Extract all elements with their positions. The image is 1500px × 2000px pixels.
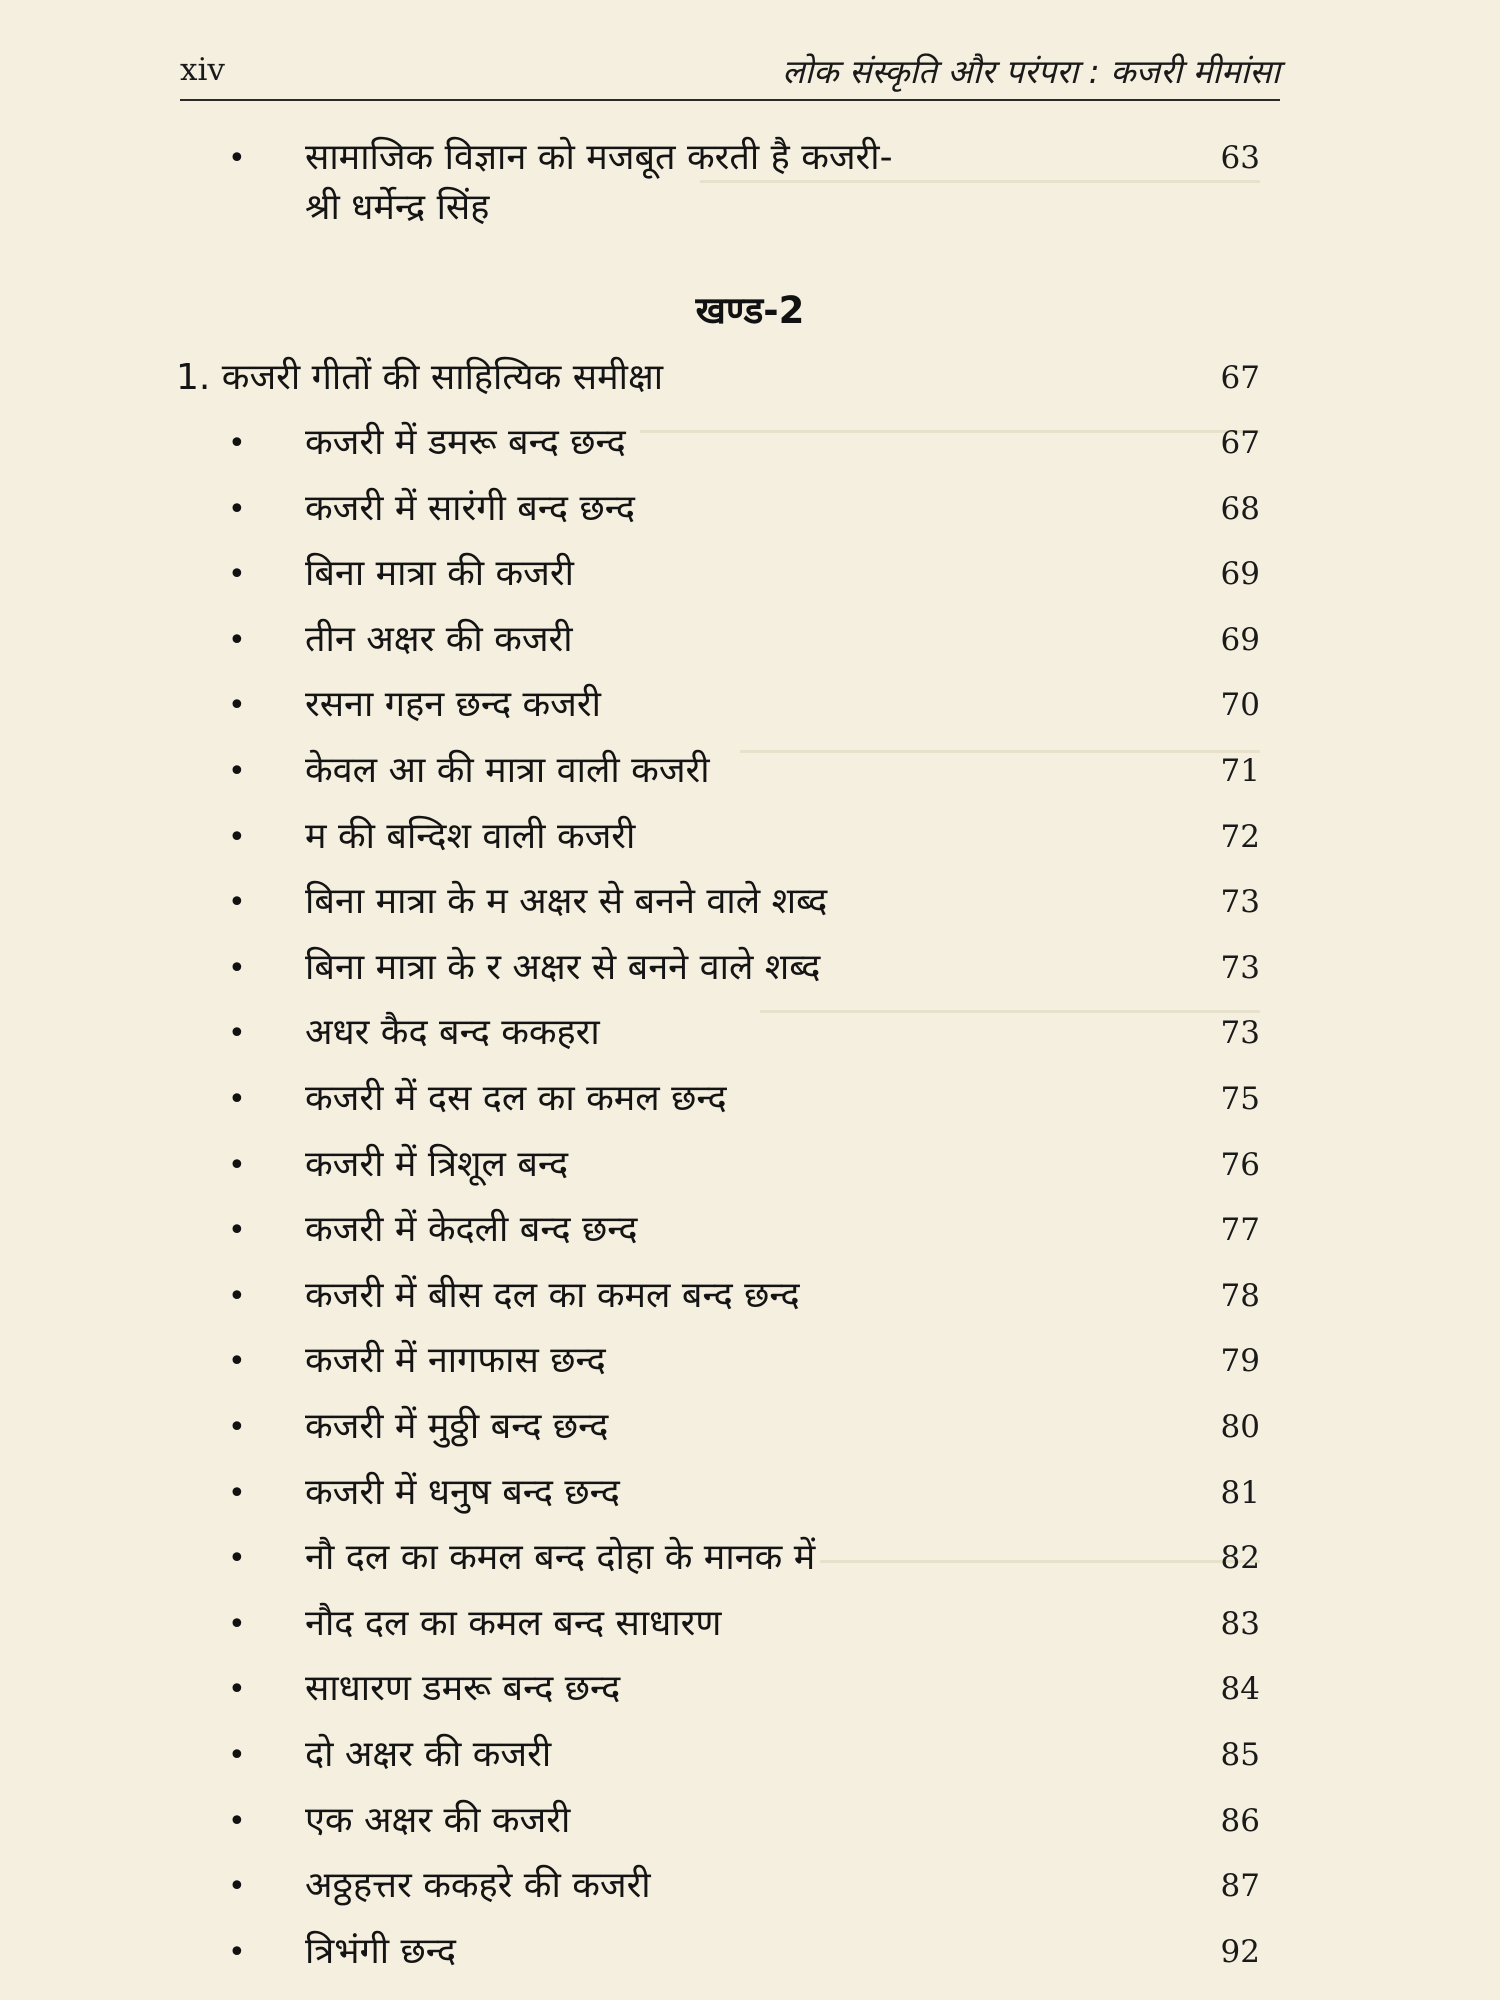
toc-entry — [0, 748, 1500, 808]
toc-page-number: 79 — [1220, 1343, 1260, 1379]
toc-page-number: 69 — [1220, 556, 1260, 592]
toc-entry-text: अधर कैद बन्द ककहरा — [305, 1012, 600, 1053]
bullet-icon: • — [228, 141, 246, 176]
toc-entry-text: कजरी में बीस दल का कमल बन्द छन्द — [305, 1275, 800, 1316]
toc-entry-text: नौ दल का कमल बन्द दोहा के मानक में — [305, 1537, 816, 1578]
toc-page-number: 83 — [1220, 1606, 1260, 1642]
toc-entry-text: कजरी में दस दल का कमल छन्द — [305, 1078, 727, 1119]
toc-entry — [0, 1863, 1500, 1923]
bullet-icon: • — [228, 1279, 246, 1314]
toc-entry — [0, 1142, 1500, 1202]
toc-entry-text: कजरी में त्रिशूल बन्द — [305, 1144, 569, 1185]
page-folio: xiv — [180, 52, 225, 88]
bullet-icon: • — [228, 426, 246, 461]
toc-entry-text: रसना गहन छन्द कजरी — [305, 684, 601, 725]
toc-entry-text: त्रिभंगी छन्द — [305, 1931, 457, 1972]
toc-entry — [0, 1338, 1500, 1398]
toc-entry — [0, 1666, 1500, 1726]
toc-entry-intro — [0, 135, 1500, 245]
bullet-icon: • — [228, 1607, 246, 1642]
toc-entry-text: म की बन्दिश वाली कजरी — [305, 816, 636, 857]
toc-page-number: 70 — [1220, 687, 1260, 723]
toc-entry — [0, 879, 1500, 939]
page-header — [180, 48, 1280, 96]
toc-entry — [0, 617, 1500, 677]
header-rule — [180, 99, 1280, 101]
toc-page-number: 86 — [1220, 1803, 1260, 1839]
bullet-icon: • — [228, 1213, 246, 1248]
toc-entry — [0, 1601, 1500, 1661]
toc-page-number: 73 — [1220, 884, 1260, 920]
toc-page-number: 85 — [1220, 1737, 1260, 1773]
toc-entry-text: अठ्ठहत्तर ककहरे की कजरी — [305, 1865, 651, 1906]
toc-page-number: 63 — [1220, 140, 1260, 176]
toc-entry — [0, 682, 1500, 742]
bullet-icon: • — [228, 1410, 246, 1445]
toc-page-number: 75 — [1220, 1081, 1260, 1117]
toc-page-number: 67 — [1220, 360, 1260, 396]
bullet-icon: • — [228, 754, 246, 789]
toc-entry — [0, 1470, 1500, 1530]
toc-entry-text: तीन अक्षर की कजरी — [305, 619, 573, 660]
toc-entry-text: साधारण डमरू बन्द छन्द — [305, 1668, 621, 1709]
toc-entry-text: केवल आ की मात्रा वाली कजरी — [305, 750, 710, 791]
toc-entry-text: कजरी में धनुष बन्द छन्द — [305, 1472, 620, 1513]
toc-entry-text: बिना मात्रा के र अक्षर से बनने वाले शब्द — [305, 947, 821, 988]
toc-page-number: 67 — [1220, 425, 1260, 461]
section-heading: खण्ड-2 — [695, 289, 805, 332]
toc-page-number: 73 — [1220, 950, 1260, 986]
bullet-icon: • — [228, 1935, 246, 1970]
toc-entry — [0, 814, 1500, 874]
bullet-icon: • — [228, 951, 246, 986]
toc-entry — [0, 420, 1500, 480]
toc-entry-text: बिना मात्रा के म अक्षर से बनने वाले शब्द — [305, 881, 828, 922]
bullet-icon: • — [228, 557, 246, 592]
toc-entry — [0, 1273, 1500, 1333]
toc-page-number: 92 — [1220, 1934, 1260, 1970]
toc-entry-text: कजरी में सारंगी बन्द छन्द — [305, 488, 635, 529]
bullet-icon: • — [228, 1344, 246, 1379]
toc-page-number: 82 — [1220, 1540, 1260, 1576]
toc-entry-text: कजरी में मुठ्ठी बन्द छन्द — [305, 1406, 609, 1447]
bullet-icon: • — [228, 1476, 246, 1511]
toc-entry-text: एक अक्षर की कजरी — [305, 1800, 571, 1841]
toc-page-number: 68 — [1220, 491, 1260, 527]
toc-entry — [0, 1076, 1500, 1136]
toc-entry — [0, 551, 1500, 611]
bullet-icon: • — [228, 1738, 246, 1773]
toc-page-number: 76 — [1220, 1147, 1260, 1183]
toc-entry — [0, 1535, 1500, 1595]
toc-page-number: 87 — [1220, 1868, 1260, 1904]
bullet-icon: • — [228, 1541, 246, 1576]
toc-entry-text-line2: श्री धर्मेन्द्र सिंह — [305, 187, 490, 228]
toc-page-number: 78 — [1220, 1278, 1260, 1314]
bullet-icon: • — [228, 1869, 246, 1904]
toc-page-number: 69 — [1220, 622, 1260, 658]
toc-page-number: 84 — [1220, 1671, 1260, 1707]
bullet-icon: • — [228, 623, 246, 658]
toc-entry-text: कजरी में केदली बन्द छन्द — [305, 1209, 638, 1250]
toc-entry — [0, 945, 1500, 1005]
bullet-icon: • — [228, 1672, 246, 1707]
toc-page-number: 81 — [1220, 1475, 1260, 1511]
bullet-icon: • — [228, 688, 246, 723]
bullet-icon: • — [228, 1016, 246, 1051]
toc-entry — [0, 1010, 1500, 1070]
bullet-icon: • — [228, 820, 246, 855]
toc-page-number: 71 — [1220, 753, 1260, 789]
toc-entry-text: कजरी में नागफास छन्द — [305, 1340, 606, 1381]
toc-entry — [0, 486, 1500, 546]
toc-entry — [0, 1798, 1500, 1858]
bullet-icon: • — [228, 1148, 246, 1183]
chapter-title: 1. कजरी गीतों की साहित्यिक समीक्षा — [176, 357, 664, 398]
toc-entry-text: कजरी में डमरू बन्द छन्द — [305, 422, 626, 463]
toc-entry — [0, 1929, 1500, 1989]
toc-page-number: 72 — [1220, 819, 1260, 855]
toc-entry — [0, 1207, 1500, 1267]
toc-entry-text: दो अक्षर की कजरी — [305, 1734, 552, 1775]
toc-entry-text: बिना मात्रा की कजरी — [305, 553, 574, 594]
toc-chapter — [0, 355, 1500, 415]
bullet-icon: • — [228, 1082, 246, 1117]
bullet-icon: • — [228, 1804, 246, 1839]
toc-entry — [0, 1404, 1500, 1464]
toc-page-number: 77 — [1220, 1212, 1260, 1248]
running-title: लोक संस्कृति और परंपरा : कजरी मीमांसा — [782, 52, 1280, 91]
toc-entry-text-line1: सामाजिक विज्ञान को मजबूत करती है कजरी- — [305, 137, 893, 178]
toc-entry — [0, 1732, 1500, 1792]
toc-entry-text: नौद दल का कमल बन्द साधारण — [305, 1603, 722, 1644]
toc-page-number: 73 — [1220, 1015, 1260, 1051]
bullet-icon: • — [228, 492, 246, 527]
bullet-icon: • — [228, 885, 246, 920]
toc-page-number: 80 — [1220, 1409, 1260, 1445]
